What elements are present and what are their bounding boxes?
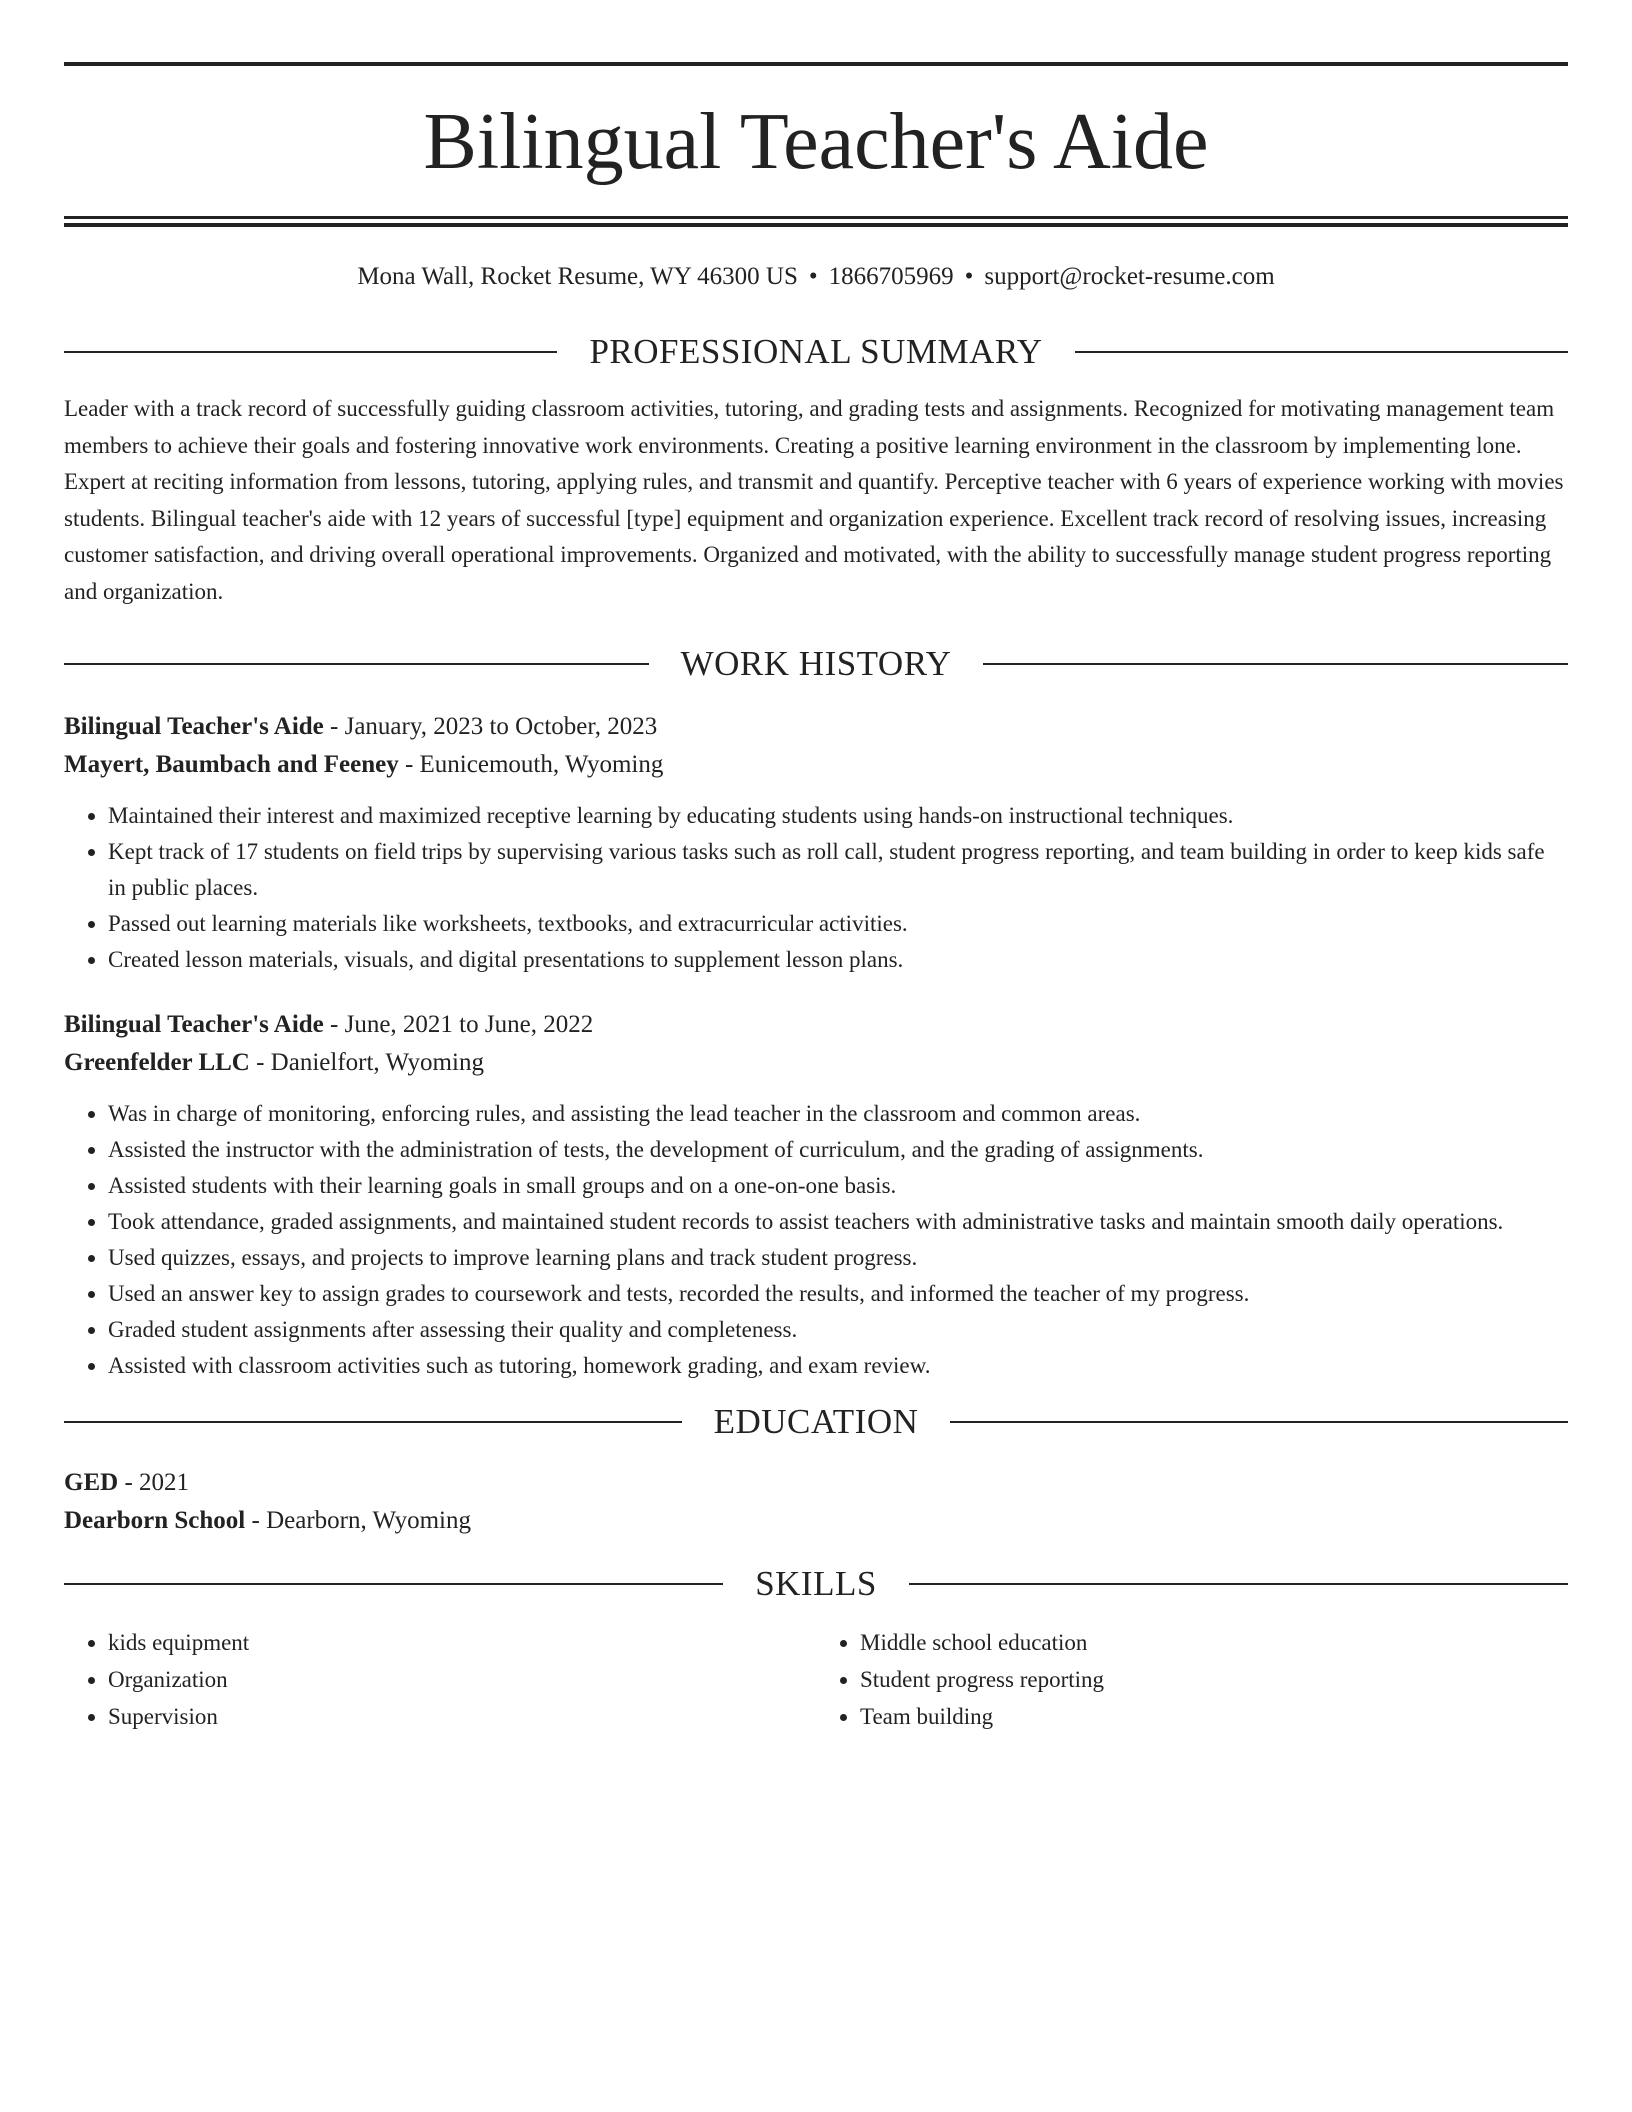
skill-item: • Student progress reporting bbox=[860, 1661, 1568, 1698]
job-bullet: • Was in charge of monitoring, enforcing rules, and assisting the lead teacher in the classroom and common areas. bbox=[108, 1096, 1568, 1132]
job-company: Greenfelder LLC bbox=[64, 1049, 250, 1076]
skills-list-left bbox=[64, 1624, 816, 1735]
title-double-rule bbox=[64, 216, 1568, 227]
job-dates: - June, 2021 to June, 2022 bbox=[323, 1011, 594, 1038]
contact-phone: 1866705969 bbox=[828, 263, 954, 290]
section-heading-work-history bbox=[64, 640, 1568, 688]
job-entry bbox=[64, 1006, 1568, 1384]
job-title-line bbox=[64, 1006, 1568, 1044]
job-bullet: • Kept track of 17 students on field trips by supervising various tasks such as roll call, student progress reporting, and team building in order to keep kids safe in public places. bbox=[108, 834, 1568, 906]
skills-list-right bbox=[816, 1624, 1568, 1735]
skill-item: • Middle school education bbox=[860, 1624, 1568, 1661]
heading-rule bbox=[64, 1421, 682, 1423]
education-year: - 2021 bbox=[118, 1469, 190, 1496]
summary-paragraph: Leader with a track record of successfully guiding classroom activities, tutoring, and grading tests and assignments. Recognized for motivating management team members to achieve their goals and fostering innovative work environments. Creating a positive learning environment in the classroom by implementing lone. Expert at reciting information from lessons, tutoring, applying rules, and transmit and quantify. Perceptive teacher with 6 years of experience working with movies students. Bilingual teacher's aide with 12 years of successful [type] equipment and organization experience. Excellent track record of resolving issues, increasing customer satisfaction, and driving overall operational improvements. Organized and motivated, with the ability to successfully manage student progress reporting and organization. bbox=[64, 396, 1564, 604]
heading-rule bbox=[950, 1421, 1568, 1423]
section-heading-summary bbox=[64, 328, 1568, 376]
skill-item: • Supervision bbox=[108, 1698, 816, 1735]
job-bullet: • Assisted with classroom activities such as tutoring, homework grading, and exam review. bbox=[108, 1348, 1568, 1384]
education-school-line bbox=[64, 1502, 1568, 1540]
job-bullet: • Created lesson materials, visuals, and digital presentations to supplement lesson plans. bbox=[108, 942, 1568, 978]
skill-item: • Team building bbox=[860, 1698, 1568, 1735]
contact-line bbox=[64, 260, 1568, 294]
heading-rule bbox=[64, 351, 557, 353]
job-bullet: • Took attendance, graded assignments, and maintained student records to assist teachers with administrative tasks and maintain smooth daily operations. bbox=[108, 1204, 1568, 1240]
job-entry bbox=[64, 708, 1568, 978]
job-bullet-list bbox=[64, 798, 1568, 978]
job-bullet: • Used quizzes, essays, and projects to improve learning plans and track student progress. bbox=[108, 1240, 1568, 1276]
job-company: Mayert, Baumbach and Feeney bbox=[64, 751, 399, 778]
skill-item: • kids equipment bbox=[108, 1624, 816, 1661]
job-company-line bbox=[64, 1044, 1568, 1082]
job-bullet: • Assisted students with their learning goals in small groups and on a one-on-one basis. bbox=[108, 1168, 1568, 1204]
heading-rule bbox=[64, 1583, 723, 1585]
job-location: - Eunicemouth, Wyoming bbox=[398, 751, 664, 778]
job-location: - Danielfort, Wyoming bbox=[249, 1049, 484, 1076]
education-location: - Dearborn, Wyoming bbox=[245, 1507, 472, 1534]
job-bullet: • Used an answer key to assign grades to coursework and tests, recorded the results, and informed the teacher of my progress. bbox=[108, 1276, 1568, 1312]
job-bullet: • Maintained their interest and maximized receptive learning by educating students using hands-on instructional techniques. bbox=[108, 798, 1568, 834]
section-heading-education bbox=[64, 1398, 1568, 1446]
job-dates: - January, 2023 to October, 2023 bbox=[323, 713, 658, 740]
heading-rule bbox=[1075, 351, 1568, 353]
job-title-line bbox=[64, 708, 1568, 746]
job-title: Bilingual Teacher's Aide bbox=[64, 1011, 324, 1038]
job-company-line bbox=[64, 746, 1568, 784]
job-bullet: • Graded student assignments after assessing their quality and completeness. bbox=[108, 1312, 1568, 1348]
job-title: Bilingual Teacher's Aide bbox=[64, 713, 324, 740]
section-heading-label: SKILLS bbox=[755, 1564, 877, 1603]
education-degree-line bbox=[64, 1464, 1568, 1502]
heading-rule bbox=[909, 1583, 1568, 1585]
education-degree: GED bbox=[64, 1469, 119, 1496]
job-bullet-list bbox=[64, 1096, 1568, 1384]
job-bullet: • Passed out learning materials like worksheets, textbooks, and extracurricular activities. bbox=[108, 906, 1568, 942]
section-heading-label: PROFESSIONAL SUMMARY bbox=[589, 332, 1043, 371]
contact-separator: • bbox=[808, 263, 818, 290]
contact-separator: • bbox=[964, 263, 974, 290]
education-entry bbox=[64, 1464, 1568, 1540]
job-bullet: • Assisted the instructor with the administration of tests, the development of curriculum, and the grading of assignments. bbox=[108, 1132, 1568, 1168]
section-heading-label: EDUCATION bbox=[713, 1402, 919, 1441]
skills-grid bbox=[64, 1624, 1568, 1735]
heading-rule bbox=[64, 663, 649, 665]
page-title: Bilingual Teacher's Aide bbox=[423, 98, 1209, 186]
skill-item: • Organization bbox=[108, 1661, 816, 1698]
top-rule bbox=[64, 62, 1568, 66]
section-heading-label: WORK HISTORY bbox=[680, 644, 952, 683]
contact-email: support@rocket-resume.com bbox=[984, 263, 1275, 290]
heading-rule bbox=[983, 663, 1568, 665]
education-school: Dearborn School bbox=[64, 1507, 246, 1534]
section-heading-skills bbox=[64, 1560, 1568, 1608]
contact-address: Mona Wall, Rocket Resume, WY 46300 US bbox=[357, 263, 798, 290]
